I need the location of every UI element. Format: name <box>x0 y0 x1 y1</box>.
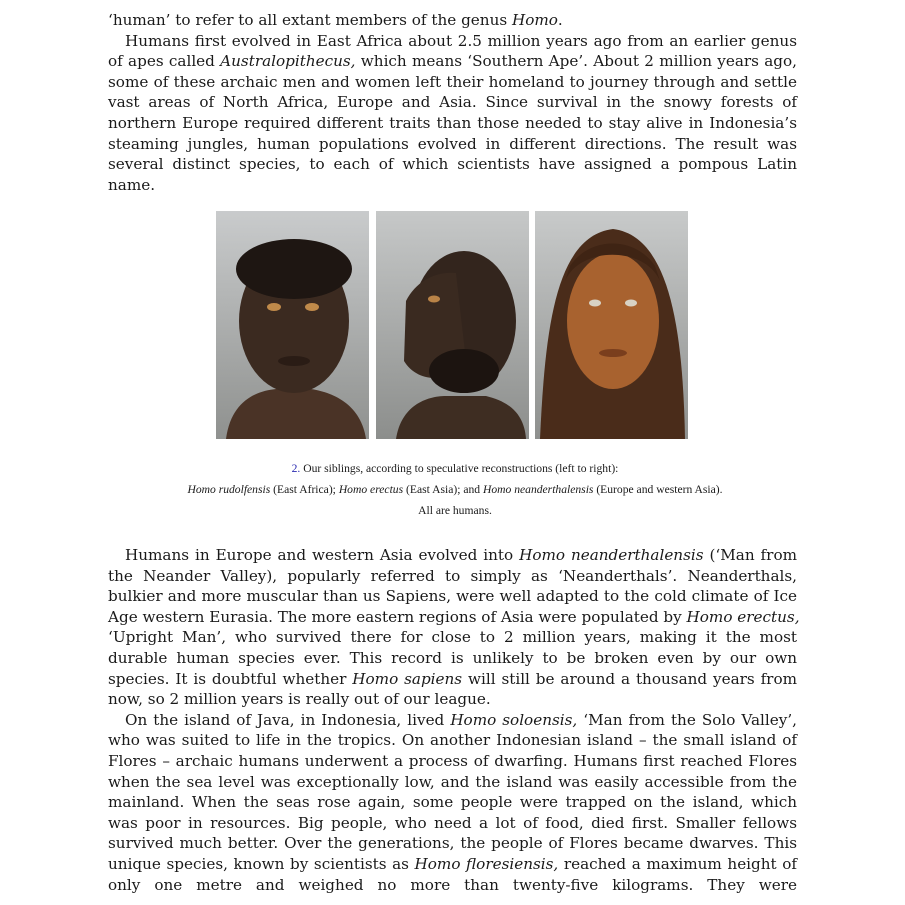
text-line <box>108 10 797 31</box>
text-run: ‘Upright Man’, who survived there for close to 2 million years, making it the most <box>108 628 797 647</box>
italic-term: Homo floresiensis, <box>414 854 559 873</box>
text-run: durable human species ever. This record is unlikely to be broken even by our own <box>108 648 797 667</box>
italic-term: Homo soloensis, <box>450 710 578 729</box>
text-line <box>108 689 797 710</box>
text-line <box>108 607 800 628</box>
text-line <box>108 586 797 607</box>
italic-term: Homo neanderthalensis <box>519 546 704 564</box>
italic-term: Homo erectus, <box>686 607 800 626</box>
italic-term: Homo rudolfensis <box>187 483 271 496</box>
text-line <box>108 627 797 648</box>
text-line <box>108 72 797 93</box>
text-run: which means ‘Southern Ape’. About 2 million years ago, <box>355 52 797 71</box>
text-run: (East Africa); <box>270 483 339 496</box>
text-run: several distinct species, to each of which scientists have assigned a pompous Latin <box>108 155 797 174</box>
text-run: was poor in resources. Big people, who need a lot of food, died first. Smaller fellows <box>108 813 797 832</box>
text-run: now, so 2 million years is really out of our league. <box>108 690 491 709</box>
text-run: unique species, known by scientists as <box>108 854 415 873</box>
paragraph-block-bottom <box>108 545 800 895</box>
text-line <box>108 92 797 113</box>
text-run: who was suited to life in the tropics. On another Indonesian island – the small island of <box>108 731 797 750</box>
figure-number-link[interactable]: 2. <box>291 462 301 475</box>
text-line <box>108 134 797 155</box>
text-run: the Neander Valley), popularly referred to simply as ‘Neanderthals’. Neanderthals, <box>108 566 797 585</box>
text-line <box>108 113 797 134</box>
text-run: Humans first evolved in East Africa about 2.5 million years ago from an earlier genus <box>125 31 797 50</box>
figure-image-homo-neanderthalensis <box>535 211 688 439</box>
text-line <box>108 669 797 690</box>
text-run: of apes called <box>108 52 221 71</box>
text-run: mainland. When the seas rose again, some people were trapped on the island, which <box>108 793 797 812</box>
text-line <box>108 566 797 587</box>
text-run: some of these archaic men and women left their homeland to journey through and settle <box>108 72 797 91</box>
text-line <box>108 51 797 72</box>
text-run: Flores – archaic humans underwent a process of dwarfing. Humans first reached Flores <box>108 751 797 770</box>
text-run: . <box>557 11 563 29</box>
caption-line-2 <box>100 479 810 500</box>
text-run: only one metre and weighed no more than twenty-five kilograms. They were <box>108 875 797 894</box>
text-line <box>108 751 797 772</box>
text-run: On the island of Java, in Indonesia, lived <box>125 710 451 729</box>
italic-term: Homo <box>511 11 558 29</box>
text-run: (Europe and western Asia). <box>593 483 723 496</box>
text-run: steaming jungles, human populations evolved in different directions. The result was <box>108 134 797 153</box>
paragraph-block-top <box>108 10 797 195</box>
text-line <box>108 175 797 196</box>
text-run: when the sea level was exceptionally low, and the island was easily accessible from the <box>108 772 797 791</box>
caption-text: Our siblings, according to speculative reconstructions (left to right): <box>300 462 619 475</box>
text-line <box>108 154 797 175</box>
text-run: name. <box>108 175 156 194</box>
text-line <box>108 710 797 731</box>
text-run: Age western Eurasia. The more eastern regions of Asia were populated by <box>108 607 687 626</box>
text-run: (East Asia); and <box>403 483 483 496</box>
text-line <box>108 545 797 566</box>
text-run: northern Europe required different traits than those needed to stay alive in Indonesia’s <box>108 113 797 132</box>
text-run: vast areas of North Africa, Europe and Asia. Since survival in the snowy forests of <box>108 93 797 112</box>
text-line <box>108 875 797 896</box>
text-run: reached a maximum height of <box>558 854 797 873</box>
text-run: ‘Man from the Solo Valley’, <box>577 710 797 729</box>
italic-term: Homo neanderthalensis <box>482 483 594 496</box>
text-line <box>108 854 797 875</box>
figure-image-homo-rudolfensis <box>216 211 369 439</box>
figure-image-homo-erectus <box>376 211 529 439</box>
text-run: bulkier and more muscular than us Sapiens, were well adapted to the cold climate of Ice <box>108 587 797 606</box>
caption-line-1 <box>100 458 810 479</box>
text-run: species. It is doubtful whether <box>108 669 353 688</box>
italic-term: Australopithecus, <box>220 52 356 71</box>
text-line <box>108 31 797 52</box>
text-run: ‘human’ to refer to all extant members of the genus <box>108 11 512 29</box>
caption-line-3: All are humans. <box>418 504 492 517</box>
figure-caption <box>100 458 810 521</box>
text-run: survived much better. Over the generations, the people of Flores became dwarves. This <box>108 834 797 853</box>
text-line <box>108 813 797 834</box>
text-run: will still be around a thousand years from <box>462 669 797 688</box>
text-run: (‘Man from <box>703 546 797 564</box>
italic-term: Homo sapiens <box>352 669 463 688</box>
text-run: Humans in Europe and western Asia evolved into <box>125 546 520 564</box>
italic-term: Homo erectus <box>338 483 404 496</box>
text-line <box>108 772 797 793</box>
text-line <box>108 833 797 854</box>
text-line <box>108 730 797 751</box>
text-line <box>108 792 797 813</box>
text-line <box>108 648 797 669</box>
